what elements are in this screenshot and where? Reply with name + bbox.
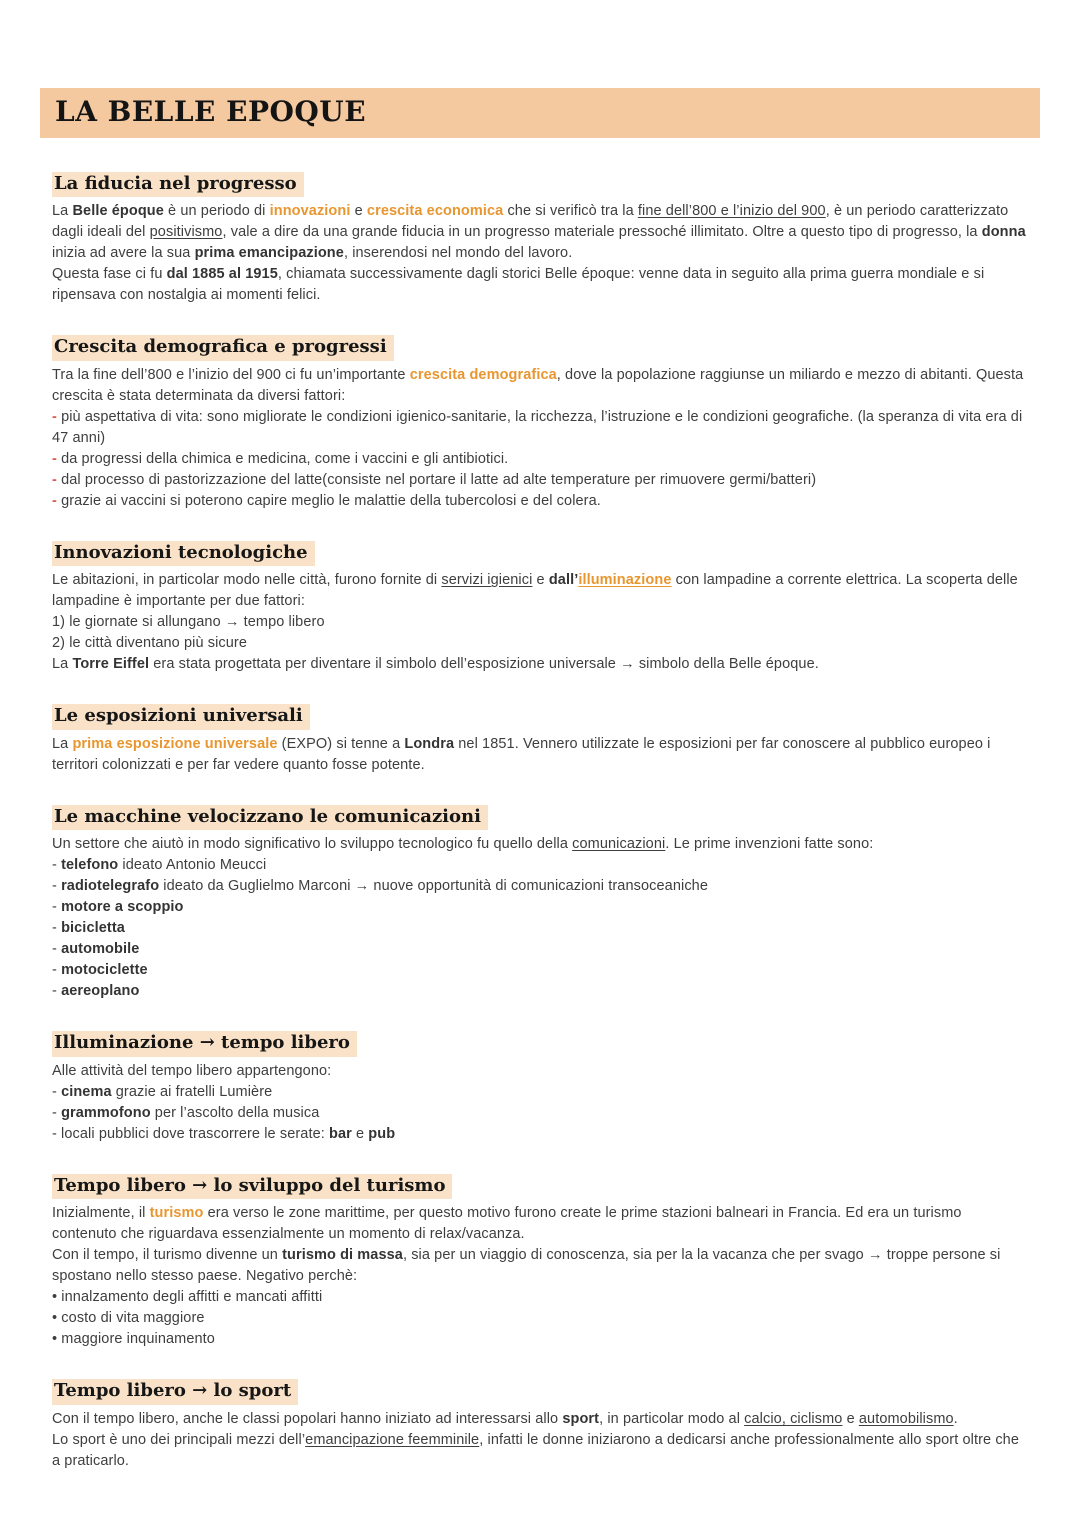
text-run: dall’ bbox=[548, 572, 579, 589]
text-run: prima emancipazione bbox=[194, 245, 344, 262]
section-body bbox=[52, 834, 1028, 1002]
text-run: - bbox=[52, 857, 62, 874]
text-run: , vale a dire da una grande fiducia in un progresso materiale pressoché illimitato. Oltre a questo tipo di progresso, la bbox=[222, 224, 982, 241]
section-heading: Crescita demografica e progressi bbox=[52, 335, 394, 361]
section-body bbox=[52, 201, 1028, 306]
text-run: bar bbox=[329, 1125, 352, 1142]
text-run: - bbox=[52, 471, 62, 488]
text-run: bicicletta bbox=[61, 920, 125, 937]
text-run: La bbox=[52, 203, 73, 220]
paragraph bbox=[52, 897, 1028, 918]
text-run: Belle époque bbox=[72, 203, 164, 220]
paragraph bbox=[52, 981, 1028, 1002]
paragraph bbox=[52, 1061, 1028, 1082]
paragraph bbox=[52, 876, 1028, 897]
text-run: - locali pubblici dove trascorrere le serate: bbox=[52, 1125, 329, 1142]
text-run: grammofono bbox=[61, 1104, 151, 1121]
text-run: comunicazioni bbox=[572, 836, 666, 853]
text-run: motociclette bbox=[61, 962, 148, 979]
paragraph bbox=[52, 407, 1028, 449]
section-esposizioni-universali bbox=[52, 704, 1028, 776]
text-run: automobile bbox=[61, 941, 140, 958]
text-run: - bbox=[52, 962, 62, 979]
paragraph bbox=[52, 918, 1028, 939]
text-run: • maggiore inquinamento bbox=[52, 1331, 215, 1348]
text-run: Londra bbox=[404, 735, 455, 752]
text-run: - bbox=[52, 941, 62, 958]
text-run: Lo sport è uno dei principali mezzi dell’ bbox=[52, 1431, 306, 1448]
paragraph bbox=[52, 1203, 1028, 1245]
page-title: LA BELLE EPOQUE bbox=[55, 95, 367, 128]
section-heading: Le macchine velocizzano le comunicazioni bbox=[52, 805, 488, 831]
section-body bbox=[52, 734, 1028, 776]
section-heading: La fiducia nel progresso bbox=[52, 172, 304, 198]
text-run: Inizialmente, il bbox=[52, 1205, 150, 1222]
paragraph bbox=[52, 1287, 1028, 1308]
text-run: Un settore che aiutò in modo significativo lo sviluppo tecnologico fu quello della bbox=[52, 836, 573, 853]
section-heading: Le esposizioni universali bbox=[52, 704, 310, 730]
text-run: crescita economica bbox=[366, 203, 504, 220]
text-run: dal 1885 al 1915 bbox=[166, 266, 278, 283]
text-run: , inserendosi nel mondo del lavoro. bbox=[343, 245, 573, 262]
text-run: da progressi della chimica e medicina, come i vaccini e gli antibiotici. bbox=[61, 450, 509, 467]
paragraph bbox=[52, 1430, 1028, 1472]
paragraph bbox=[52, 612, 1028, 633]
text-run: • costo di vita maggiore bbox=[52, 1310, 205, 1327]
paragraph bbox=[52, 960, 1028, 981]
text-run: 2) le città diventano più sicure bbox=[52, 635, 248, 652]
text-run: Alle attività del tempo libero appartengono: bbox=[52, 1062, 332, 1079]
text-run: La bbox=[52, 735, 73, 752]
paragraph bbox=[52, 633, 1028, 654]
text-run: - bbox=[52, 878, 62, 895]
paragraph bbox=[52, 855, 1028, 876]
text-run: - bbox=[52, 899, 62, 916]
text-run: per l’ascolto della musica bbox=[150, 1104, 320, 1121]
section-fiducia-progresso bbox=[52, 172, 1028, 307]
text-run: • innalzamento degli affitti e mancati affitti bbox=[52, 1289, 323, 1306]
paragraph bbox=[52, 491, 1028, 512]
text-run: - bbox=[52, 492, 62, 509]
text-run: più aspettativa di vita: sono migliorate le condizioni igienico-sanitarie, la ricchezza, l’istruzione e le condizioni geografiche. (la speranza di vita era di 47 anni) bbox=[52, 408, 1023, 446]
section-illuminazione-tempo-libero bbox=[52, 1031, 1028, 1145]
paragraph bbox=[52, 834, 1028, 855]
section-body bbox=[52, 1203, 1028, 1350]
text-run: era verso le zone marittime, per questo motivo furono create le prime stazioni balneari in Francia. Ed era un turismo contenuto che riguardava essenzialmente un momento di relax/vacanza. bbox=[52, 1205, 962, 1243]
paragraph bbox=[52, 570, 1028, 612]
section-body bbox=[52, 1409, 1028, 1472]
text-run: crescita demografica bbox=[409, 366, 557, 383]
text-run: illuminazione bbox=[578, 572, 672, 589]
text-run: sport bbox=[562, 1410, 600, 1427]
section-crescita-demografica bbox=[52, 335, 1028, 512]
text-run: , è un periodo caratterizzato dagli ideali del bbox=[52, 203, 1009, 241]
paragraph bbox=[52, 264, 1028, 306]
paragraph bbox=[52, 470, 1028, 491]
text-run: - bbox=[52, 920, 62, 937]
paragraph bbox=[52, 1308, 1028, 1329]
paragraph bbox=[52, 1329, 1028, 1350]
text-run: Tra la fine dell’800 e l’inizio del 900 ci fu un’importante bbox=[52, 366, 410, 383]
text-run: che si verificò tra la bbox=[503, 203, 638, 220]
text-run: Le abitazioni, in particolar modo nelle città, furono fornite di bbox=[52, 572, 442, 589]
text-run: donna bbox=[981, 224, 1026, 241]
text-run: calcio, ciclismo bbox=[744, 1410, 843, 1427]
text-run: motore a scoppio bbox=[61, 899, 184, 916]
text-run: Questa fase ci fu bbox=[52, 266, 167, 283]
text-run: inizia ad avere la sua bbox=[52, 245, 195, 262]
text-run: dal processo di pastorizzazione del latte(consiste nel portare il latte ad alte temperature per rimuovere germi/batteri) bbox=[61, 471, 817, 488]
text-run: (EXPO) si tenne a bbox=[277, 735, 405, 752]
text-run: La bbox=[52, 656, 73, 673]
text-run: grazie ai fratelli Lumière bbox=[111, 1083, 273, 1100]
text-run: cinema bbox=[61, 1083, 112, 1100]
text-run: , infatti le donne iniziarono a dedicarsi anche professionalmente allo sport oltre che a praticarlo. bbox=[52, 1431, 1020, 1469]
section-body bbox=[52, 570, 1028, 675]
text-run: emancipazione feemminile bbox=[305, 1431, 480, 1448]
paragraph bbox=[52, 734, 1028, 776]
text-run: - bbox=[52, 1083, 62, 1100]
text-run: e bbox=[351, 1125, 369, 1142]
text-run: turismo di massa bbox=[282, 1247, 403, 1264]
text-run: . bbox=[953, 1410, 958, 1427]
text-run: - bbox=[52, 983, 62, 1000]
text-run: radiotelegrafo bbox=[61, 878, 160, 895]
document-content bbox=[52, 172, 1028, 1472]
text-run: e bbox=[842, 1410, 859, 1427]
text-run: - bbox=[52, 450, 62, 467]
section-sviluppo-turismo bbox=[52, 1174, 1028, 1351]
section-heading: Tempo libero → lo sport bbox=[52, 1379, 298, 1405]
text-run: - bbox=[52, 408, 62, 425]
section-heading: Innovazioni tecnologiche bbox=[52, 541, 315, 567]
text-run: è un periodo di bbox=[163, 203, 270, 220]
text-run: innovazioni bbox=[269, 203, 351, 220]
paragraph bbox=[52, 1124, 1028, 1145]
text-run: automobilismo bbox=[858, 1410, 954, 1427]
text-run: Torre Eiffel bbox=[72, 656, 150, 673]
text-run: turismo bbox=[149, 1205, 204, 1222]
section-heading: Illuminazione → tempo libero bbox=[52, 1031, 357, 1057]
text-run: pub bbox=[368, 1125, 396, 1142]
paragraph bbox=[52, 365, 1028, 407]
text-run: con lampadine a corrente elettrica. La scoperta delle lampadine è importante per due fattori: bbox=[52, 572, 1018, 610]
title-banner bbox=[40, 88, 1040, 138]
section-macchine-comunicazioni bbox=[52, 805, 1028, 1003]
text-run: ideato da Guglielmo Marconi → nuove opportunità di comunicazioni transoceaniche bbox=[159, 878, 708, 895]
paragraph bbox=[52, 1082, 1028, 1103]
paragraph bbox=[52, 449, 1028, 470]
text-run: servizi igienici bbox=[441, 572, 533, 589]
section-tempo-libero-sport bbox=[52, 1379, 1028, 1472]
paragraph bbox=[52, 201, 1028, 264]
text-run: , dove la popolazione raggiunse un miliardo e mezzo di abitanti. Questa crescita è stata determinata da diversi fattori: bbox=[52, 366, 1024, 404]
text-run: e bbox=[350, 203, 367, 220]
section-body bbox=[52, 1061, 1028, 1145]
paragraph bbox=[52, 939, 1028, 960]
section-body bbox=[52, 365, 1028, 512]
paragraph bbox=[52, 654, 1028, 675]
text-run: nel 1851. Vennero utilizzate le esposizioni per far conoscere al pubblico europeo i territori colonizzati e per far vedere quanto fosse potente. bbox=[52, 735, 991, 773]
text-run: fine dell’800 e l’inizio del 900 bbox=[637, 203, 826, 220]
section-heading: Tempo libero → lo sviluppo del turismo bbox=[52, 1174, 452, 1200]
paragraph bbox=[52, 1409, 1028, 1430]
text-run: grazie ai vaccini si poterono capire meglio le malattie della tubercolosi e del colera. bbox=[61, 492, 601, 509]
text-run: era stata progettata per diventare il simbolo dell’esposizione universale → simbolo della Belle époque. bbox=[149, 656, 819, 673]
section-innovazioni-tecnologiche bbox=[52, 541, 1028, 676]
text-run: 1) le giornate si allungano → tempo libero bbox=[52, 614, 325, 631]
text-run: - bbox=[52, 1104, 62, 1121]
text-run: Con il tempo, il turismo divenne un bbox=[52, 1247, 283, 1264]
text-run: Con il tempo libero, anche le classi popolari hanno iniziato ad interessarsi allo bbox=[52, 1410, 563, 1427]
paragraph bbox=[52, 1103, 1028, 1124]
text-run: , in particolar modo al bbox=[599, 1410, 745, 1427]
text-run: , sia per un viaggio di conoscenza, sia per la la vacanza che per svago → troppe persone si spostano nello stesso paese. Negativo perchè: bbox=[52, 1247, 1001, 1285]
text-run: prima esposizione universale bbox=[72, 735, 278, 752]
text-run: positivismo bbox=[149, 224, 223, 241]
text-run: , chiamata successivamente dagli storici Belle époque: venne data in seguito alla prima guerra mondiale e si ripensava con nostalgia ai momenti felici. bbox=[52, 266, 985, 304]
text-run: . Le prime invenzioni fatte sono: bbox=[665, 836, 874, 853]
text-run: aereoplano bbox=[61, 983, 140, 1000]
paragraph bbox=[52, 1245, 1028, 1287]
text-run: ideato Antonio Meucci bbox=[118, 857, 267, 874]
text-run: telefono bbox=[61, 857, 119, 874]
text-run: e bbox=[532, 572, 549, 589]
